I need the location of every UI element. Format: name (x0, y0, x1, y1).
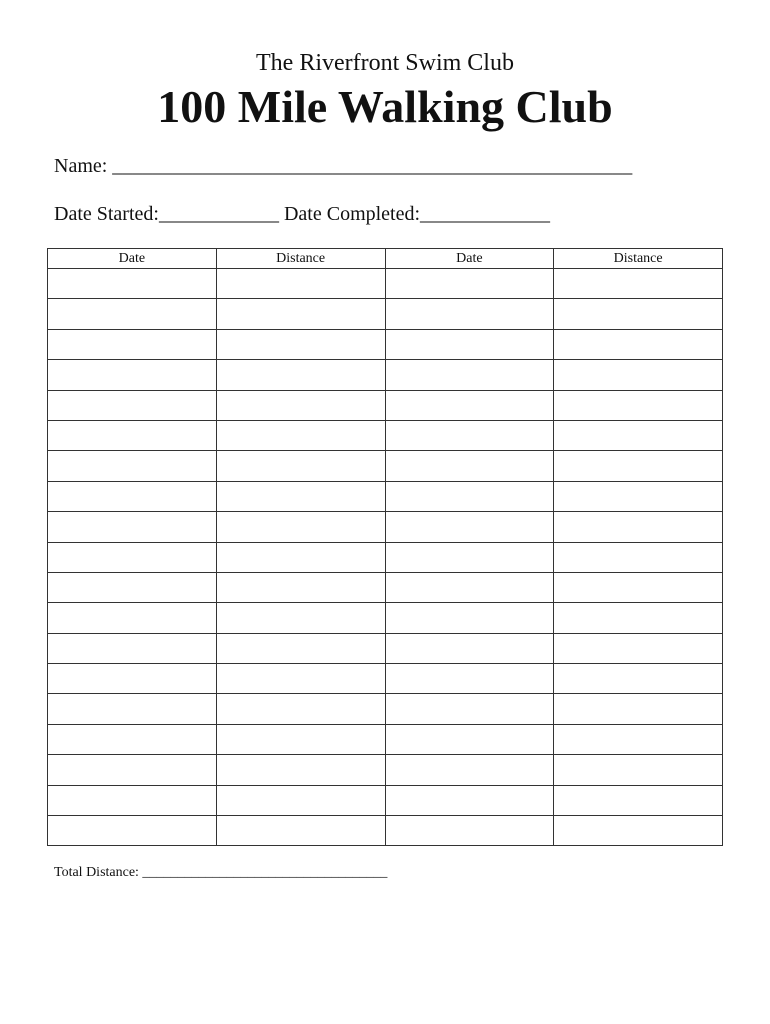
distance-cell[interactable] (216, 724, 385, 754)
column-header-date-2: Date (385, 249, 554, 269)
date-cell[interactable] (385, 390, 554, 420)
date-cell[interactable] (48, 299, 217, 329)
table-row (48, 329, 723, 359)
distance-cell[interactable] (216, 694, 385, 724)
distance-cell[interactable] (554, 785, 723, 815)
date-cell[interactable] (48, 512, 217, 542)
column-header-distance-1: Distance (216, 249, 385, 269)
distance-cell[interactable] (216, 785, 385, 815)
distance-cell[interactable] (554, 299, 723, 329)
date-cell[interactable] (48, 785, 217, 815)
distance-cell[interactable] (554, 451, 723, 481)
date-cell[interactable] (385, 572, 554, 602)
distance-cell[interactable] (554, 694, 723, 724)
table-row (48, 724, 723, 754)
distance-cell[interactable] (554, 755, 723, 785)
table-row (48, 451, 723, 481)
date-cell[interactable] (385, 816, 554, 846)
table-row (48, 755, 723, 785)
date-cell[interactable] (385, 299, 554, 329)
date-cell[interactable] (385, 329, 554, 359)
date-cell[interactable] (48, 572, 217, 602)
distance-cell[interactable] (554, 360, 723, 390)
date-cell[interactable] (48, 542, 217, 572)
column-header-date-1: Date (48, 249, 217, 269)
date-cell[interactable] (48, 755, 217, 785)
table-row (48, 542, 723, 572)
walking-log-table (47, 248, 723, 846)
distance-cell[interactable] (216, 603, 385, 633)
date-completed-field[interactable]: Date Completed:_____________ (283, 203, 551, 225)
table-row (48, 664, 723, 694)
distance-cell[interactable] (216, 512, 385, 542)
date-cell[interactable] (385, 542, 554, 572)
organization-name: The Riverfront Swim Club (256, 50, 514, 76)
date-cell[interactable] (48, 816, 217, 846)
table-row (48, 299, 723, 329)
table-row (48, 420, 723, 450)
distance-cell[interactable] (216, 360, 385, 390)
distance-cell[interactable] (216, 390, 385, 420)
date-cell[interactable] (385, 481, 554, 511)
distance-cell[interactable] (554, 633, 723, 663)
distance-cell[interactable] (216, 481, 385, 511)
date-cell[interactable] (48, 694, 217, 724)
date-fields-row (54, 202, 550, 226)
table-row (48, 633, 723, 663)
table-row (48, 603, 723, 633)
date-cell[interactable] (48, 724, 217, 754)
date-cell[interactable] (385, 785, 554, 815)
distance-cell[interactable] (216, 329, 385, 359)
date-cell[interactable] (48, 420, 217, 450)
date-cell[interactable] (385, 724, 554, 754)
table-row (48, 481, 723, 511)
date-cell[interactable] (385, 603, 554, 633)
table-body (48, 269, 723, 846)
distance-cell[interactable] (216, 633, 385, 663)
distance-cell[interactable] (554, 603, 723, 633)
date-cell[interactable] (385, 420, 554, 450)
distance-cell[interactable] (216, 420, 385, 450)
distance-cell[interactable] (216, 755, 385, 785)
distance-cell[interactable] (554, 724, 723, 754)
distance-cell[interactable] (554, 542, 723, 572)
distance-cell[interactable] (554, 390, 723, 420)
name-field[interactable]: Name: ____________________________________________________ (54, 155, 633, 177)
distance-cell[interactable] (554, 664, 723, 694)
table-row (48, 694, 723, 724)
date-started-field[interactable]: Date Started:____________ (54, 203, 279, 225)
column-header-distance-2: Distance (554, 249, 723, 269)
date-cell[interactable] (385, 512, 554, 542)
table-row (48, 816, 723, 846)
distance-cell[interactable] (216, 572, 385, 602)
distance-cell[interactable] (554, 816, 723, 846)
table-row (48, 390, 723, 420)
date-cell[interactable] (48, 269, 217, 299)
distance-cell[interactable] (216, 451, 385, 481)
distance-cell[interactable] (554, 420, 723, 450)
distance-cell[interactable] (554, 269, 723, 299)
table-row (48, 512, 723, 542)
date-cell[interactable] (385, 451, 554, 481)
distance-cell[interactable] (554, 329, 723, 359)
table-header-row (48, 249, 723, 269)
distance-cell[interactable] (554, 572, 723, 602)
date-cell[interactable] (48, 390, 217, 420)
page-title: 100 Mile Walking Club (157, 81, 613, 132)
date-cell[interactable] (385, 664, 554, 694)
distance-cell[interactable] (216, 664, 385, 694)
total-distance-field[interactable]: Total Distance: ___________________________________ (54, 865, 388, 880)
date-cell[interactable] (385, 360, 554, 390)
date-cell[interactable] (385, 269, 554, 299)
date-cell[interactable] (48, 664, 217, 694)
date-cell[interactable] (385, 755, 554, 785)
date-cell[interactable] (48, 451, 217, 481)
distance-cell[interactable] (216, 542, 385, 572)
date-cell[interactable] (48, 633, 217, 663)
table-row (48, 572, 723, 602)
date-cell[interactable] (48, 360, 217, 390)
date-cell[interactable] (385, 633, 554, 663)
distance-cell[interactable] (216, 299, 385, 329)
distance-cell[interactable] (554, 512, 723, 542)
date-cell[interactable] (48, 603, 217, 633)
date-cell[interactable] (48, 329, 217, 359)
distance-cell[interactable] (216, 269, 385, 299)
distance-cell[interactable] (216, 816, 385, 846)
table-row (48, 360, 723, 390)
distance-cell[interactable] (554, 481, 723, 511)
date-cell[interactable] (48, 481, 217, 511)
table-row (48, 785, 723, 815)
date-cell[interactable] (385, 694, 554, 724)
table-row (48, 269, 723, 299)
